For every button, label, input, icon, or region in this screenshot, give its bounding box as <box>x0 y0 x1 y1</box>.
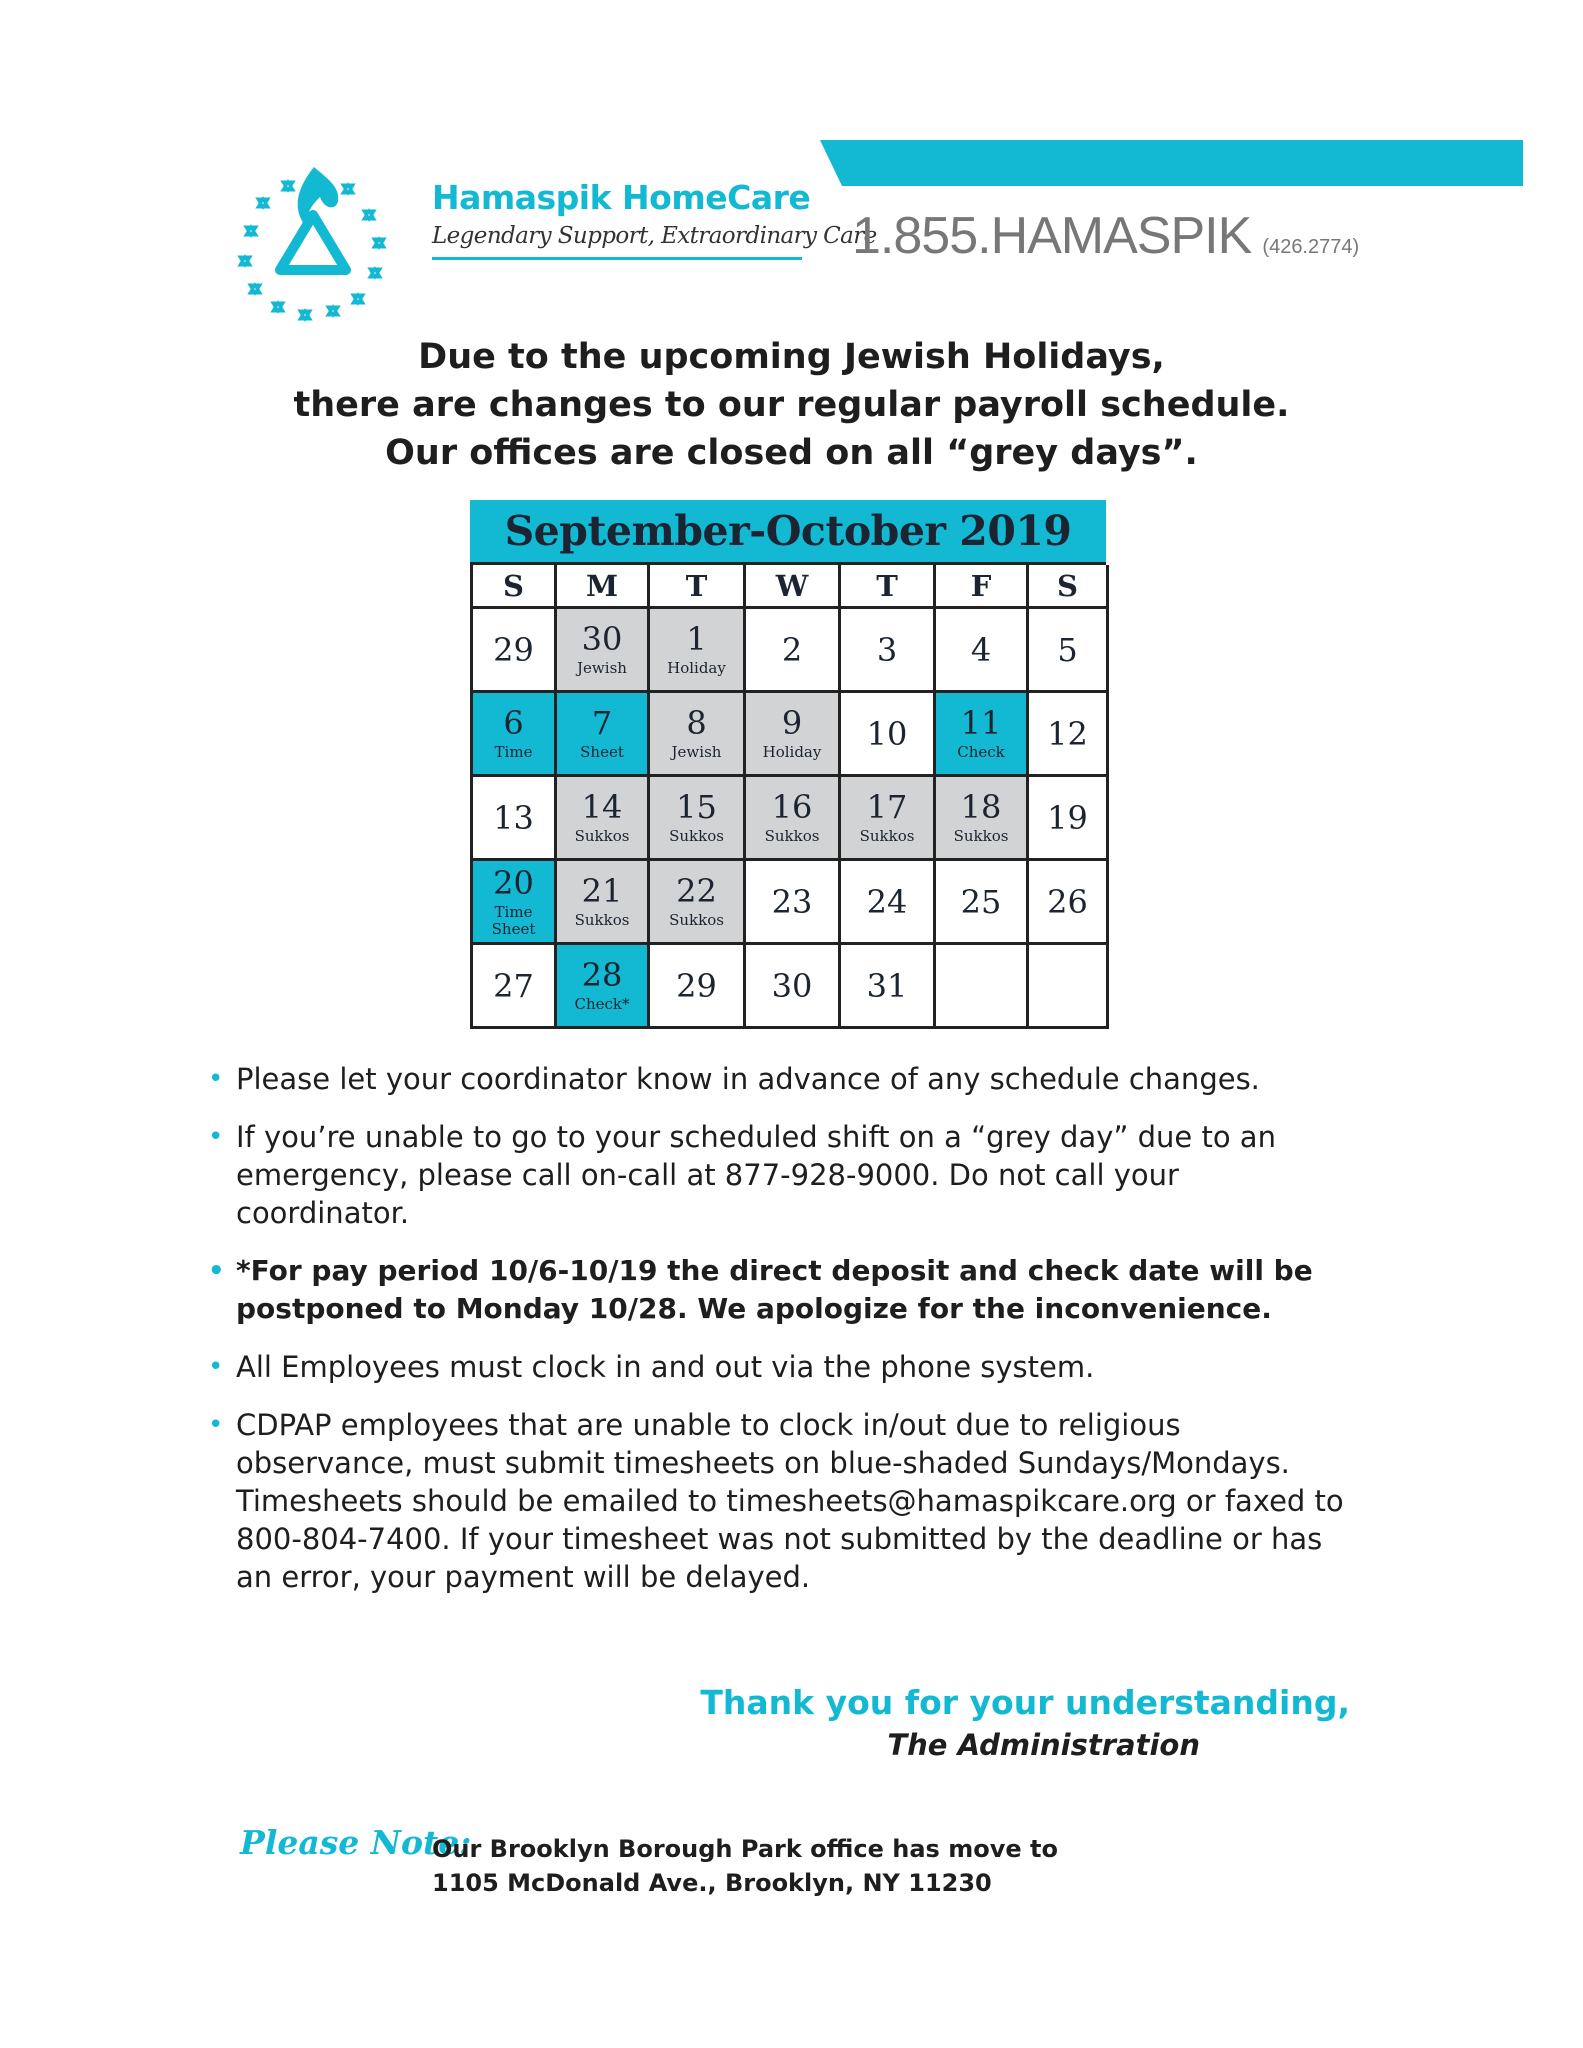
day-note: Sukkos <box>669 911 724 929</box>
weekday-header: W <box>746 565 841 609</box>
day-number: 14 <box>581 788 623 826</box>
calendar-day-cell <box>557 861 650 945</box>
brand-name: Hamaspik HomeCare <box>432 178 811 217</box>
hamaspik-logo-icon <box>228 165 398 325</box>
day-number: 16 <box>771 788 813 826</box>
weekday-header: T <box>650 565 746 609</box>
notice-bullet-item <box>208 1406 1358 1596</box>
bullet-text: Please let your coordinator know in advance of any schedule changes. <box>236 1062 1260 1096</box>
day-note: Jewish <box>671 743 722 761</box>
calendar-title: September-October 2019 <box>470 500 1106 562</box>
day-note: Time <box>494 743 533 761</box>
day-number: 30 <box>581 620 623 658</box>
headline <box>200 333 1383 477</box>
calendar-day-cell <box>557 945 650 1029</box>
day-number: 25 <box>960 882 1002 921</box>
weekday-header: S <box>1029 565 1109 609</box>
day-number: 7 <box>591 704 613 742</box>
day-number: 24 <box>866 882 908 921</box>
calendar-day-cell <box>557 693 650 777</box>
day-number: 17 <box>866 788 908 826</box>
day-number: 12 <box>1047 714 1088 753</box>
day-number: 4 <box>970 630 992 669</box>
bullet-text: *For pay period 10/6-10/19 the direct deposit and check date will be postponed to Monday 10/28. We apologize for the inconvenience. <box>236 1254 1313 1325</box>
calendar-day-cell <box>841 777 936 861</box>
day-number: 10 <box>866 714 908 753</box>
calendar-day-cell <box>1029 777 1109 861</box>
calendar-day-cell <box>841 693 936 777</box>
day-number: 6 <box>503 704 524 742</box>
calendar-day-cell <box>473 777 557 861</box>
headline-line: Our offices are closed on all “grey days”. <box>385 433 1198 473</box>
headline-line: there are changes to our regular payroll schedule. <box>293 385 1290 425</box>
bullet-dot-icon: • <box>208 1122 224 1152</box>
day-note: Time Sheet <box>491 902 536 938</box>
calendar-day-cell <box>936 945 1029 1029</box>
calendar-grid <box>470 562 1106 1029</box>
weekday-header: T <box>841 565 936 609</box>
calendar-day-cell <box>650 945 746 1029</box>
day-note: Sheet <box>580 743 624 761</box>
day-number: 28 <box>581 956 623 994</box>
calendar-day-cell <box>936 861 1029 945</box>
day-note: Sukkos <box>574 827 630 845</box>
calendar-day-cell <box>650 693 746 777</box>
day-number: 31 <box>866 966 908 1005</box>
day-number: 27 <box>493 966 534 1005</box>
phone-number <box>852 206 1359 266</box>
calendar-day-cell <box>557 609 650 693</box>
calendar-day-cell <box>473 945 557 1029</box>
bullet-text: All Employees must clock in and out via the phone system. <box>236 1350 1095 1384</box>
weekday-header: M <box>557 565 650 609</box>
bullet-text: CDPAP employees that are unable to clock in/out due to religious observance, must submit timesheets on blue-shaded Sundays/Mondays. Timesheets should be emailed to timesheets@hamaspikcare.org or faxed to 800-804-7400. If your timesheet was not submitted by the deadline or has an error, your payment will be delayed. <box>236 1408 1344 1594</box>
thank-you-text: Thank you for your understanding, <box>700 1683 1350 1722</box>
day-number: 11 <box>960 704 1002 742</box>
phone-digits: (426.2774) <box>1262 236 1360 258</box>
day-number: 5 <box>1057 630 1078 669</box>
calendar-day-cell <box>841 945 936 1029</box>
day-note: Jewish <box>577 659 627 677</box>
notice-bullets <box>208 1060 1358 1616</box>
calendar-day-cell <box>473 609 557 693</box>
calendar-day-cell <box>1029 609 1109 693</box>
calendar-day-cell <box>746 861 841 945</box>
brand-block <box>432 178 877 260</box>
calendar-day-cell <box>936 609 1029 693</box>
calendar-day-cell <box>557 777 650 861</box>
bullet-dot-icon: • <box>208 1410 224 1440</box>
day-number: 9 <box>781 704 803 742</box>
calendar-day-cell <box>650 777 746 861</box>
day-note: Sukkos <box>574 911 630 929</box>
day-note: Sukkos <box>669 827 724 845</box>
calendar-day-cell <box>841 609 936 693</box>
day-number: 26 <box>1047 882 1088 921</box>
please-note-text <box>432 1832 1132 1900</box>
bullet-text: If you’re unable to go to your scheduled shift on a “grey day” due to an emergency, please call on-call at 877-928-9000. Do not call your coordinator. <box>236 1120 1276 1230</box>
calendar-day-cell <box>1029 861 1109 945</box>
day-note: Holiday <box>762 743 822 761</box>
holiday-calendar <box>470 500 1106 1029</box>
notice-bullet-item <box>208 1060 1358 1098</box>
calendar-day-cell <box>1029 693 1109 777</box>
header-accent-bar <box>820 140 1523 186</box>
day-number: 1 <box>686 620 707 658</box>
day-number: 18 <box>960 788 1002 826</box>
day-number: 21 <box>581 872 623 910</box>
weekday-header: S <box>473 565 557 609</box>
note-line: Our Brooklyn Borough Park office has move to <box>432 1835 1058 1863</box>
note-line: 1105 McDonald Ave., Brooklyn, NY 11230 <box>432 1869 992 1897</box>
bullet-dot-icon: • <box>208 1064 224 1094</box>
calendar-day-cell <box>1029 945 1109 1029</box>
day-number: 3 <box>876 630 898 669</box>
day-note: Sukkos <box>953 827 1009 845</box>
please-note-label: Please Note: <box>240 1823 472 1862</box>
bullet-dot-icon: • <box>208 1256 225 1286</box>
day-number: 20 <box>493 863 534 902</box>
day-note: Sukkos <box>764 827 820 845</box>
calendar-day-cell <box>473 861 557 945</box>
day-number: 15 <box>676 788 717 826</box>
day-note: Check* <box>574 995 630 1013</box>
calendar-day-cell <box>650 861 746 945</box>
day-number: 19 <box>1047 798 1088 837</box>
phone-main: 1.855.HAMASPIK <box>852 207 1252 265</box>
signoff-text: The Administration <box>887 1728 1200 1762</box>
day-number: 22 <box>676 872 717 910</box>
calendar-day-cell <box>746 777 841 861</box>
calendar-day-cell <box>936 777 1029 861</box>
weekday-header: F <box>936 565 1029 609</box>
bullet-dot-icon: • <box>208 1352 224 1382</box>
notice-bullet-item <box>208 1118 1358 1232</box>
day-note: Check <box>957 743 1005 761</box>
day-number: 23 <box>771 882 813 921</box>
day-number: 29 <box>493 630 534 669</box>
calendar-day-cell <box>936 693 1029 777</box>
day-note: Sukkos <box>859 827 915 845</box>
day-note: Holiday <box>667 659 726 677</box>
notice-bullet-item <box>208 1348 1358 1386</box>
calendar-day-cell <box>746 609 841 693</box>
calendar-day-cell <box>841 861 936 945</box>
calendar-day-cell <box>746 693 841 777</box>
day-number: 29 <box>676 966 717 1005</box>
day-number: 8 <box>686 704 707 742</box>
calendar-day-cell <box>650 609 746 693</box>
brand-tagline: Legendary Support, Extraordinary Care <box>432 223 802 260</box>
day-number: 30 <box>771 966 813 1005</box>
calendar-day-cell <box>746 945 841 1029</box>
day-number: 2 <box>781 630 803 669</box>
headline-line: Due to the upcoming Jewish Holidays, <box>418 337 1165 377</box>
calendar-day-cell <box>473 693 557 777</box>
notice-bullet-item <box>208 1252 1358 1328</box>
day-number: 13 <box>493 798 534 837</box>
